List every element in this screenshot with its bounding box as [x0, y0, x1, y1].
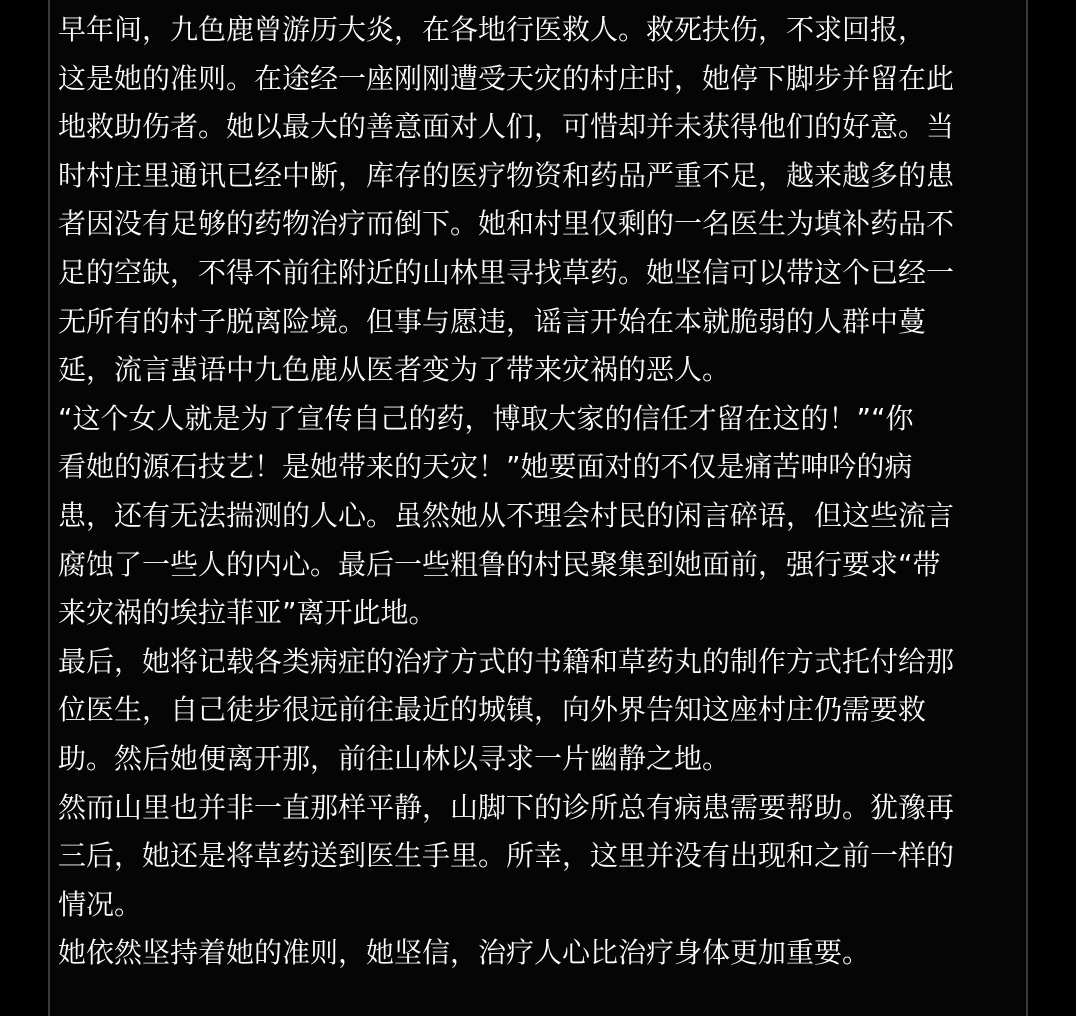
story-line: 腐蚀了一些人的内心。最后一些粗鲁的村民聚集到她面前，强行要求“带 — [58, 547, 941, 581]
story-line: 三后，她还是将草药送到医生手里。所幸，这里并没有出现和之前一样的 — [58, 839, 955, 873]
story-line: 情况。 — [58, 887, 143, 921]
story-text-panel[interactable] — [48, 0, 1028, 1016]
story-line: 她依然坚持着她的准则，她坚信，治疗人心比治疗身体更加重要。 — [58, 936, 871, 970]
story-line: 患，还有无法揣测的人心。虽然她从不理会村民的闲言碎语，但这些流言 — [58, 498, 955, 532]
story-line: 来灾祸的埃拉菲亚”离开此地。 — [58, 596, 437, 630]
story-line: 这是她的准则。在途经一座刚刚遭受天灾的村庄时，她停下脚步并留在此 — [58, 61, 955, 95]
story-line: 地救助伤者。她以最大的善意面对人们，可惜却并未获得他们的好意。当 — [58, 110, 955, 144]
story-line: 足的空缺，不得不前往附近的山林里寻找草药。她坚信可以带这个已经一 — [58, 255, 955, 289]
story-line: 助。然后她便离开那，前往山林以寻求一片幽静之地。 — [58, 741, 731, 775]
story-line: 无所有的村子脱离险境。但事与愿违，谣言开始在本就脆弱的人群中蔓 — [58, 304, 927, 338]
story-line: 位医生，自己徒步很远前往最近的城镇，向外界告知这座村庄仍需要救 — [58, 693, 927, 727]
story-line: 时村庄里通讯已经中断，库存的医疗物资和药品严重不足，越来越多的患 — [58, 158, 955, 192]
story-line: 延，流言蜚语中九色鹿从医者变为了带来灾祸的恶人。 — [58, 353, 731, 387]
story-line: “这个女人就是为了宣传自己的药，博取大家的信任才留在这的！”“你 — [58, 401, 914, 435]
story-body — [58, 6, 1020, 978]
story-line: 最后，她将记载各类病症的治疗方式的书籍和草药丸的制作方式托付给那 — [58, 644, 955, 678]
story-line: 者因没有足够的药物治疗而倒下。她和村里仅剩的一名医生为填补药品不 — [58, 207, 955, 241]
story-line: 看她的源石技艺！是她带来的天灾！”她要面对的不仅是痛苦呻吟的病 — [58, 450, 913, 484]
story-line: 早年间，九色鹿曾游历大炎，在各地行医救人。救死扶伤，不求回报， — [58, 13, 927, 46]
story-line: 然而山里也并非一直那样平静，山脚下的诊所总有病患需要帮助。犹豫再 — [58, 790, 955, 824]
